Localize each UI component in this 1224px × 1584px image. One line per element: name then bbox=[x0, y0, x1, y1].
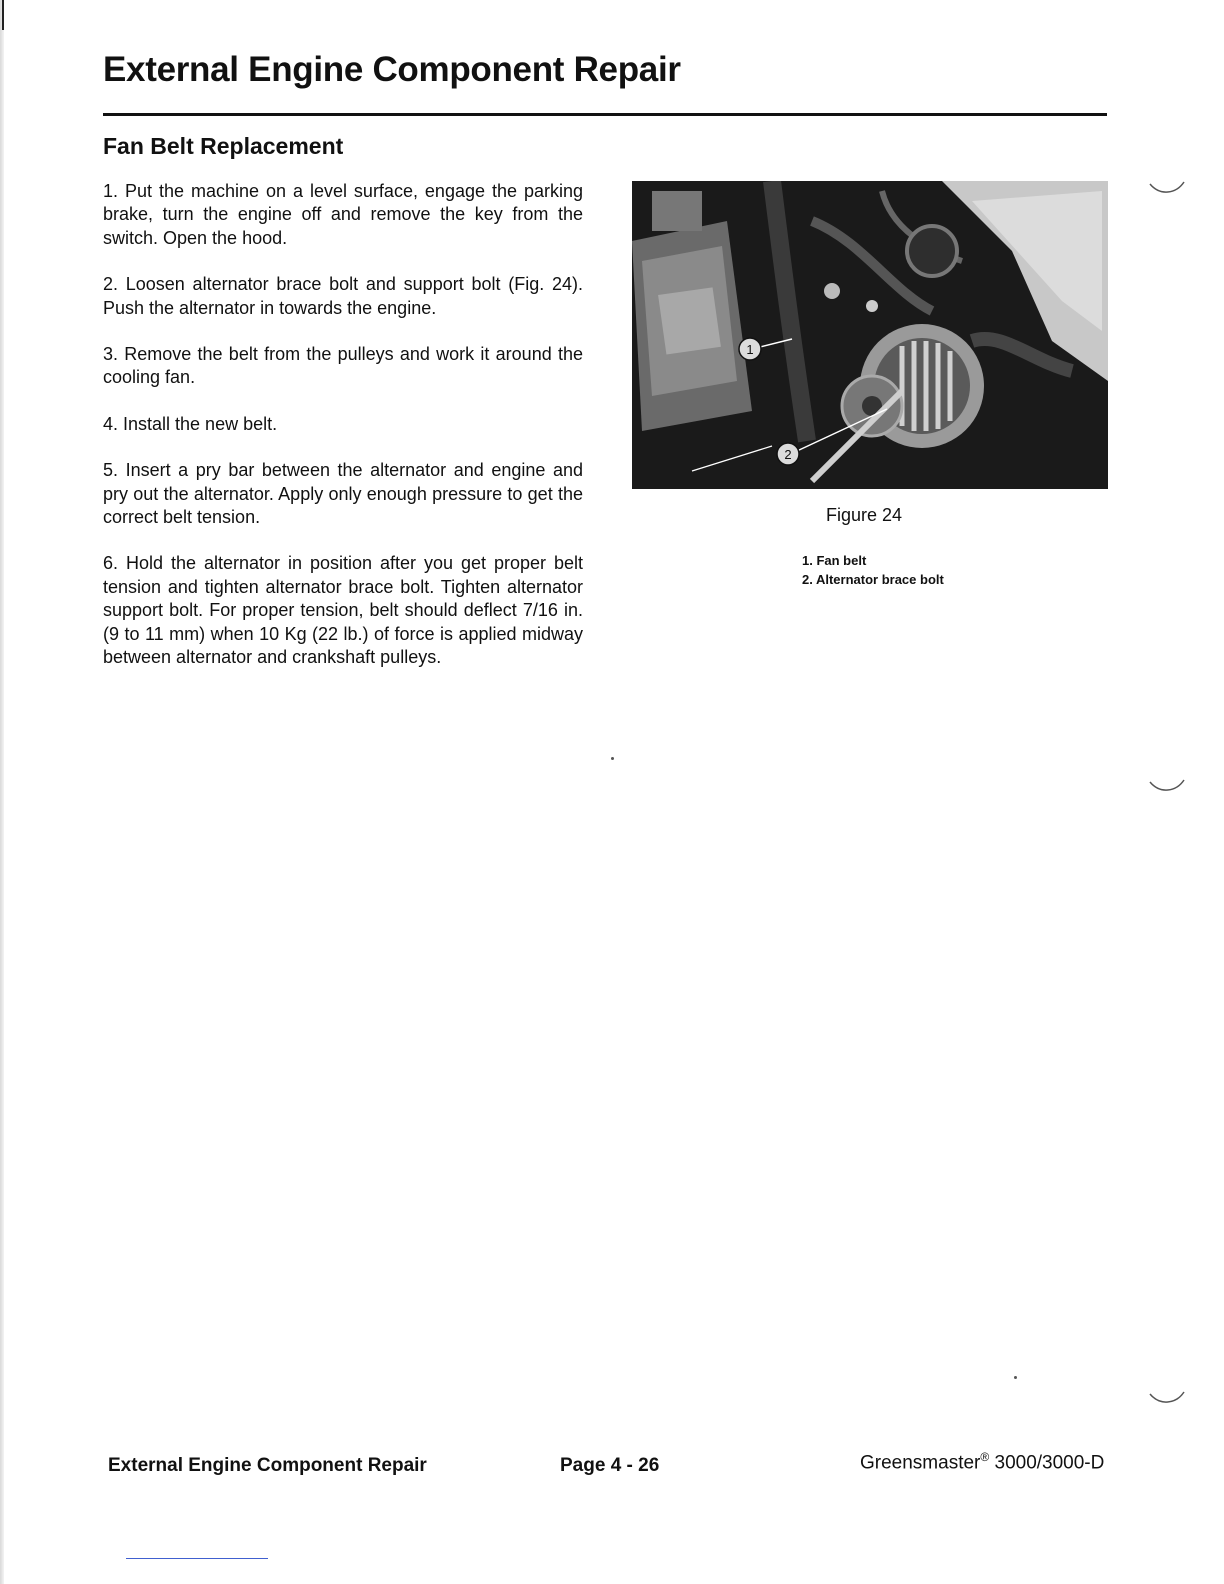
registered-mark: ® bbox=[980, 1450, 990, 1464]
footer-page-number: Page 4 - 26 bbox=[560, 1455, 660, 1476]
scan-speck bbox=[1014, 1376, 1017, 1379]
punch-hole-mark-middle bbox=[1148, 778, 1186, 794]
step-6: 6. Hold the alternator in position after you get proper belt tension and tighten alternator brace bolt. Tighten alternator support bolt. For proper tension, belt should deflect 7/16 in. (9 to 11 mm) when 10 Kg (22 lb.) of force is applied midway between alternator and crankshaft pulleys. bbox=[103, 553, 583, 668]
title-rule bbox=[103, 113, 1107, 116]
step-1: 1. Put the machine on a level surface, engage the parking brake, turn the engine off and remove the key from the switch. Open the hood. bbox=[103, 181, 583, 248]
legend-item-brace-bolt: 2. Alternator brace bolt bbox=[802, 572, 944, 587]
footer-model: 3000/3000-D bbox=[989, 1452, 1105, 1474]
step-4: 4. Install the new belt. bbox=[103, 413, 278, 434]
footer-section-title: External Engine Component Repair bbox=[108, 1455, 427, 1476]
scan-mark bbox=[2, 0, 4, 30]
footer-product bbox=[860, 1450, 1104, 1474]
engine-photo bbox=[632, 181, 1108, 489]
step-2: 2. Loosen alternator brace bolt and support bolt (Fig. 24). Push the alternator in towards the engine. bbox=[103, 274, 583, 318]
procedure-steps bbox=[103, 180, 583, 693]
footer-product-name: Greensmaster bbox=[860, 1452, 981, 1474]
scan-speck bbox=[611, 757, 614, 760]
engine-photo-drawing bbox=[632, 181, 1108, 489]
callout-2: 2 bbox=[784, 447, 792, 462]
punch-hole-mark-top bbox=[1148, 180, 1186, 196]
step-5: 5. Insert a pry bar between the alternator and engine and pry out the alternator. Apply only enough pressure to get the correct belt tension. bbox=[103, 460, 583, 528]
scan-blue-line bbox=[126, 1558, 268, 1559]
figure-caption: Figure 24 bbox=[826, 505, 903, 525]
callout-1: 1 bbox=[746, 342, 754, 357]
punch-hole-mark-bottom bbox=[1148, 1390, 1186, 1406]
scan-edge bbox=[0, 0, 4, 1584]
legend-item-fan-belt: 1. Fan belt bbox=[802, 553, 867, 568]
step-3: 3. Remove the belt from the pulleys and work it around the cooling fan. bbox=[103, 344, 583, 388]
figure-legend bbox=[802, 551, 944, 589]
section-heading: Fan Belt Replacement bbox=[103, 133, 344, 159]
page-title: External Engine Component Repair bbox=[103, 50, 681, 89]
